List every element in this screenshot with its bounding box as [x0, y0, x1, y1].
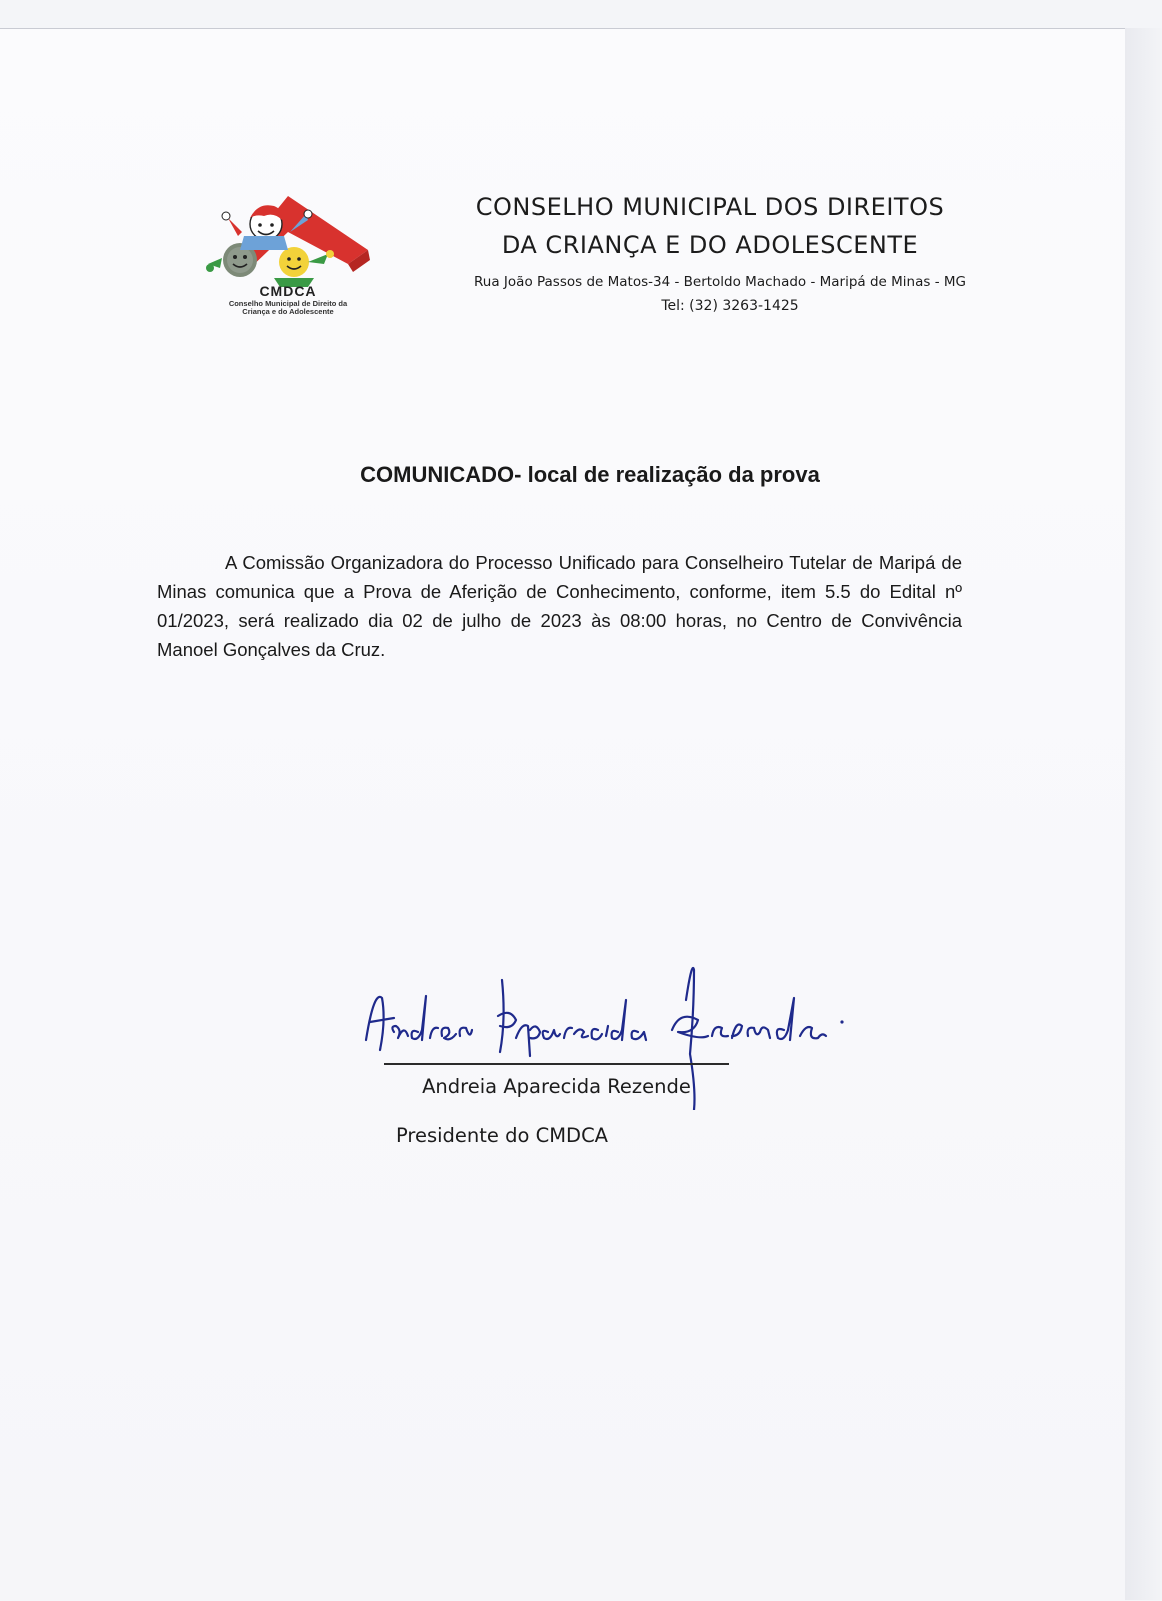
signer-role: Presidente do CMDCA [395, 1124, 609, 1147]
signer-name: Andreia Aparecida Rezende [422, 1075, 691, 1098]
logo-acronym: CMDCA [259, 283, 317, 299]
document-body: A Comissão Organizadora do Processo Unificado para Conselheiro Tutelar de Maripá de Minas comunica que a Prova de Aferição de Conhecimento, conforme, item 5.5 do Edital nº 01/2023, será realizado dia 02 de julho de 2023 às 08:00 horas, no Centro de Convivência Manoel Gonçalves da Cruz. [157, 552, 962, 660]
cmdca-logo-graphic [198, 192, 378, 287]
council-phone: Tel: (32) 3263-1425 [661, 298, 799, 314]
document-page [0, 28, 1125, 1601]
council-name-line1: CONSELHO MUNICIPAL DOS DIREITOS [475, 193, 945, 221]
council-address: Rua João Passos de Matos-34 - Bertoldo Machado - Maripá de Minas - MG [474, 274, 966, 290]
logo-subtitle-line2: Criança e do Adolescente [242, 307, 334, 316]
council-name-line2: DA CRIANÇA E DO ADOLESCENTE [501, 231, 919, 259]
signature-line [384, 1063, 729, 1065]
logo-subtitle [198, 300, 378, 316]
logo-subtitle-line1: Conselho Municipal de Direito da [228, 299, 348, 308]
cmdca-logo [198, 192, 378, 327]
page-edge [1125, 28, 1162, 1600]
document-title: COMUNICADO- local de realização da prova [360, 462, 820, 487]
